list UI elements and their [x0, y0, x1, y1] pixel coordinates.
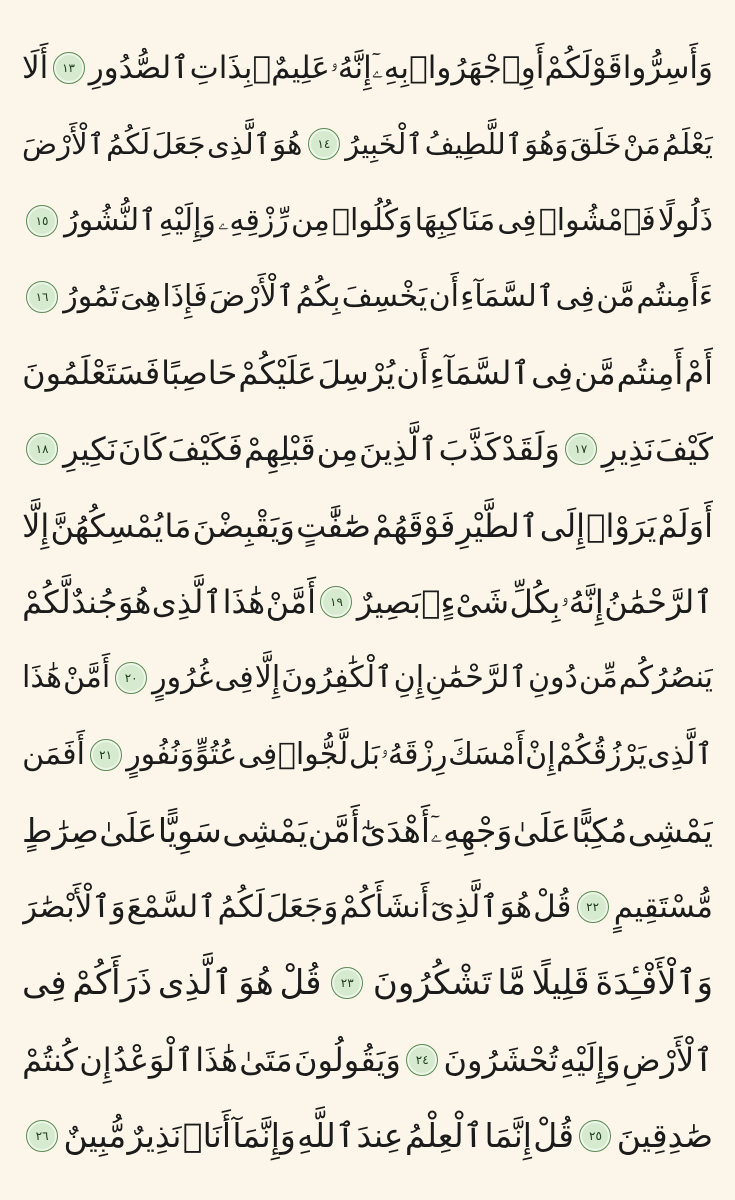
verse-word: تَمُورُ [63, 278, 119, 314]
verse-word: فَوْقَهُمْ [372, 506, 456, 545]
ayah-number-marker: ١٤ [308, 128, 340, 160]
verse-word: وَلَقَدْ [501, 430, 560, 469]
verse-word: بِهِۦٓ [371, 49, 409, 86]
verse-word: إِنَّمَا [484, 1116, 532, 1156]
verse-word: لَكُمُ [106, 126, 151, 161]
verse-word: وَجَعَلَ [265, 888, 339, 925]
verse-word: ٱلَّذِى [151, 582, 223, 621]
verse-word: نَذِيرِ [601, 430, 655, 469]
verse-word: خَلَقَ [569, 126, 622, 161]
verse-word: يَعْلَمُ [662, 126, 713, 161]
verse-word: يَنصُرُكُم [618, 660, 713, 696]
verse-word: صَٰدِقِينَ [616, 1116, 713, 1156]
verse-word: كَذَّبَ [438, 430, 501, 469]
verse-word: ٱلصُّدُورِ [88, 49, 190, 86]
verse-word: مَا [164, 506, 192, 545]
verse-line [22, 492, 713, 560]
verse-line [22, 949, 713, 1017]
verse-word: وَإِلَيْهِ [559, 1040, 621, 1079]
verse-word: لَكُمُ [217, 888, 265, 925]
verse-word: عَلِيمٌۢ [252, 49, 330, 86]
verse-word: ٱلرَّحْمَٰنِ [425, 660, 528, 696]
verse-word: مِن [316, 430, 359, 469]
verse-word: وَٱلْأَبْصَٰرَ [22, 888, 126, 925]
verse-word: تَشْكُرُونَ [372, 963, 492, 1004]
verse-line [22, 721, 713, 789]
verse-word: كَيْفَ [654, 430, 713, 469]
verse-word: لَّكُمْ [22, 582, 71, 621]
verse-word: ٱلَّذِى [206, 126, 271, 161]
verse-word: ءَأَمِنتُم [636, 278, 713, 314]
verse-word: مَتَىٰ [239, 1040, 293, 1079]
verse-word: إِنِ [393, 660, 425, 696]
verse-word: إِنَّهُۥ [560, 582, 604, 621]
verse-word: ٱلنُّشُورُ [64, 202, 157, 238]
verse-word: صِرَٰطٍ [22, 811, 99, 851]
ayah-number-marker: ٢٥ [579, 1120, 611, 1152]
verse-word: ٱللَّهِ [297, 1116, 356, 1156]
verse-word: نَكِيرِ [63, 430, 117, 469]
verse-word: فَإِذَا [162, 278, 208, 314]
verse-line [22, 263, 713, 331]
verse-word: أَمْ [684, 354, 713, 393]
verse-word: عُتُوٍّ [194, 736, 238, 772]
verse-word: بِذَاتِ [189, 49, 253, 86]
verse-word: أَفَمَن [22, 736, 85, 772]
verse-line [22, 1026, 713, 1094]
verse-word: ٱلْأَرْضِ [621, 1040, 713, 1079]
verse-word: ٱلْوَعْدُ [113, 1040, 194, 1079]
verse-word: فِى [497, 202, 537, 238]
verse-word: بَصِيرٌ [356, 582, 421, 621]
verse-word: فَسَتَعْلَمُونَ [22, 354, 161, 393]
verse-word: صَٰٓفَّٰتٍ [296, 506, 371, 545]
verse-word: جُندٌ [71, 582, 118, 621]
verse-word: هَٰذَا [195, 1040, 238, 1079]
verse-word: وَنُفُورٍ [126, 736, 195, 772]
verse-word: وَجْهِهِۦٓ [430, 811, 513, 851]
verse-word: حَاصِبًا [161, 354, 238, 393]
verse-word: هُوَ [499, 888, 533, 925]
verse-word: أَمِنتُم [616, 354, 684, 393]
verse-word: وَٱلْأَفْـِٔدَةَ [595, 963, 713, 1004]
verse-word: جَعَلَ [151, 126, 206, 161]
verse-word: فَٱمْشُوا۟ [538, 202, 656, 238]
ayah-number-marker: ١٧ [565, 433, 597, 465]
verse-word: إِلَى [539, 506, 586, 545]
ayah-number-marker: ١٥ [26, 205, 58, 237]
verse-line [22, 110, 713, 178]
verse-word: ٱلْكَٰفِرُونَ [281, 660, 393, 696]
verse-word: أَوَلَمْ [657, 506, 713, 545]
verse-word: وَهُوَ [524, 126, 569, 161]
verse-word: يَمْشِى [222, 811, 308, 851]
verse-word: مَّن [574, 354, 616, 393]
verse-word: فَكَيْفَ [167, 430, 244, 469]
verse-word: مُّبِينٌ [63, 1116, 127, 1156]
verse-word: ٱلسَّمَآءِ [460, 278, 555, 314]
ayah-number-marker: ١٦ [26, 281, 58, 313]
verse-word: غُرُورٍ [152, 660, 214, 696]
verse-word: مِن [290, 202, 330, 238]
verse-word: كَانَ [117, 430, 167, 469]
verse-line [22, 187, 713, 255]
verse-word: رِّزْقِهِۦ [218, 202, 289, 238]
verse-word: دُونِ [528, 660, 578, 696]
verse-word: ٱلسَّمْعَ [126, 888, 217, 925]
verse-word: أَن [428, 278, 459, 314]
verse-word: ذَرَأَكُمْ [72, 963, 153, 1004]
verse-word: ٱلرَّحْمَٰنُ [604, 582, 713, 621]
verse-word: ٱلْأَرْضَ [22, 126, 105, 161]
verse-word: إِلَّا [254, 660, 281, 696]
verse-line [22, 339, 713, 407]
verse-word: وَأَسِرُّوا [622, 49, 713, 86]
verse-word: يَمْشِى [627, 811, 713, 851]
verse-word: ٱلطَّيْرِ [456, 506, 539, 545]
verse-word: يَرَوْا۟ [586, 506, 657, 545]
verse-word: وَيَقْبِضْنَ [192, 506, 295, 545]
verse-word: قَبْلِهِمْ [244, 430, 316, 469]
verse-word: وَإِلَيْهِ [158, 202, 216, 238]
verse-word: أَمَّنْ [62, 660, 111, 696]
verse-word: ذَلُولًا [657, 202, 713, 238]
verse-word: وَكُلُوا۟ [331, 202, 413, 238]
verse-word: هُوَ [117, 582, 152, 621]
verse-word: مَنَاكِبِهَا [414, 202, 496, 238]
verse-line [22, 415, 713, 483]
ayah-number-marker: ٢١ [90, 739, 122, 771]
verse-word: مَّا [497, 963, 526, 1004]
verse-word: إِن [79, 1040, 112, 1079]
verse-word: مُكِبًّا [571, 811, 628, 851]
verse-word: ٱجْهَرُوا۟ [409, 49, 521, 86]
verse-word: شَىْءٍۭ [421, 582, 510, 621]
verse-word: هَٰذَا [222, 582, 266, 621]
verse-word: ٱلْعِلْمُ [404, 1116, 484, 1156]
verse-word: وَيَقُولُونَ [294, 1040, 401, 1079]
verse-word: هُوَ [272, 126, 303, 161]
verse-word: سَوِيًّا [157, 811, 222, 851]
verse-line [22, 644, 713, 712]
verse-line [22, 873, 713, 941]
verse-word: تُحْشَرُونَ [443, 1040, 559, 1079]
verse-word: وَإِنَّمَآ [232, 1116, 296, 1156]
verse-word: هِىَ [120, 278, 162, 314]
verse-word: هَٰذَا [22, 660, 62, 696]
verse-word: عَلَيْكُمْ [238, 354, 317, 393]
verse-word: يُرْسِلَ [317, 354, 396, 393]
ayah-number-marker: ٢٦ [26, 1120, 58, 1152]
verse-word: يُمْسِكُهُنَّ [50, 506, 164, 545]
verse-word: مَنْ [623, 126, 661, 161]
verse-word: لَّجُّوا۟ [277, 736, 349, 772]
verse-word: أَن [396, 354, 429, 393]
verse-word: ٱلَّذِى [157, 963, 233, 1004]
verse-word: مُّسْتَقِيمٍ [613, 888, 713, 925]
verse-word: قَلِيلًا [531, 963, 590, 1004]
verse-word: أَمْسَكَ [448, 736, 525, 772]
verse-word: قُلْ [533, 1116, 575, 1156]
verse-word: عَلَىٰ [512, 811, 571, 851]
verse-word: عِندَ [356, 1116, 404, 1156]
verse-word: فِى [555, 278, 595, 314]
verse-word: أَهْدَىٰٓ [360, 811, 431, 851]
verse-word: بِكُمُ [295, 278, 341, 314]
verse-word: يَخْسِفَ [341, 278, 428, 314]
ayah-number-marker: ٢٢ [577, 891, 609, 923]
ayah-number-marker: ٢٣ [331, 967, 363, 999]
verse-word: إِلَّا [22, 506, 50, 545]
verse-word: فِى [214, 660, 254, 696]
verse-word: ٱللَّطِيفُ [424, 126, 523, 161]
verse-word: مَّن [596, 278, 636, 314]
verse-word: بِكُلِّ [509, 582, 561, 621]
verse-word: رِزْقَهُۥ [380, 736, 448, 772]
verse-lines [22, 34, 713, 1170]
verse-line [22, 1102, 713, 1170]
verse-word: هُوَ [238, 963, 274, 1004]
verse-word: أَمَّن [307, 811, 360, 851]
verse-line [22, 568, 713, 636]
verse-word: ٱلَّذِى [647, 736, 713, 772]
verse-word: قُلْ [533, 888, 572, 925]
verse-word: بَل [348, 736, 380, 772]
verse-word: أَنَا۠ [182, 1116, 232, 1156]
ayah-number-marker: ٢٠ [115, 662, 147, 694]
verse-word: أَلَا [22, 49, 49, 86]
verse-word: كُنتُمْ [22, 1040, 78, 1079]
verse-word: أَمَّنْ [265, 582, 316, 621]
verse-word: يَرْزُقُكُمْ [556, 736, 647, 772]
verse-line [22, 34, 713, 102]
verse-word: ٱلسَّمَآءِ [429, 354, 531, 393]
verse-word: ٱلَّذِينَ [359, 430, 438, 469]
verse-word: مِّن [578, 660, 618, 696]
verse-word: نَذِيرٌ [127, 1116, 182, 1156]
verse-word: أَنشَأَكُمْ [339, 888, 430, 925]
verse-word: إِنْ [525, 736, 556, 772]
verse-word: فِى [237, 736, 278, 772]
verse-word: فِى [531, 354, 574, 393]
ayah-number-marker: ١٨ [26, 433, 58, 465]
verse-word: عَلَىٰ [99, 811, 158, 851]
verse-word: ٱلْخَبِيرُ [345, 126, 424, 161]
verse-word: ٱلْأَرْضَ [208, 278, 295, 314]
verse-word: قَوْلَكُمْ [544, 49, 623, 86]
verse-line [22, 797, 713, 865]
verse-word: قُلْ [279, 963, 322, 1004]
ayah-number-marker: ٢٤ [406, 1044, 438, 1076]
verse-word: ٱلَّذِىٓ [430, 888, 499, 925]
verse-word: فِى [22, 963, 67, 1004]
ayah-number-marker: ١٩ [320, 586, 352, 618]
verse-word: أَوِ [520, 49, 545, 86]
verse-word: إِنَّهُۥ [330, 49, 372, 86]
ayah-number-marker: ١٣ [53, 52, 85, 84]
